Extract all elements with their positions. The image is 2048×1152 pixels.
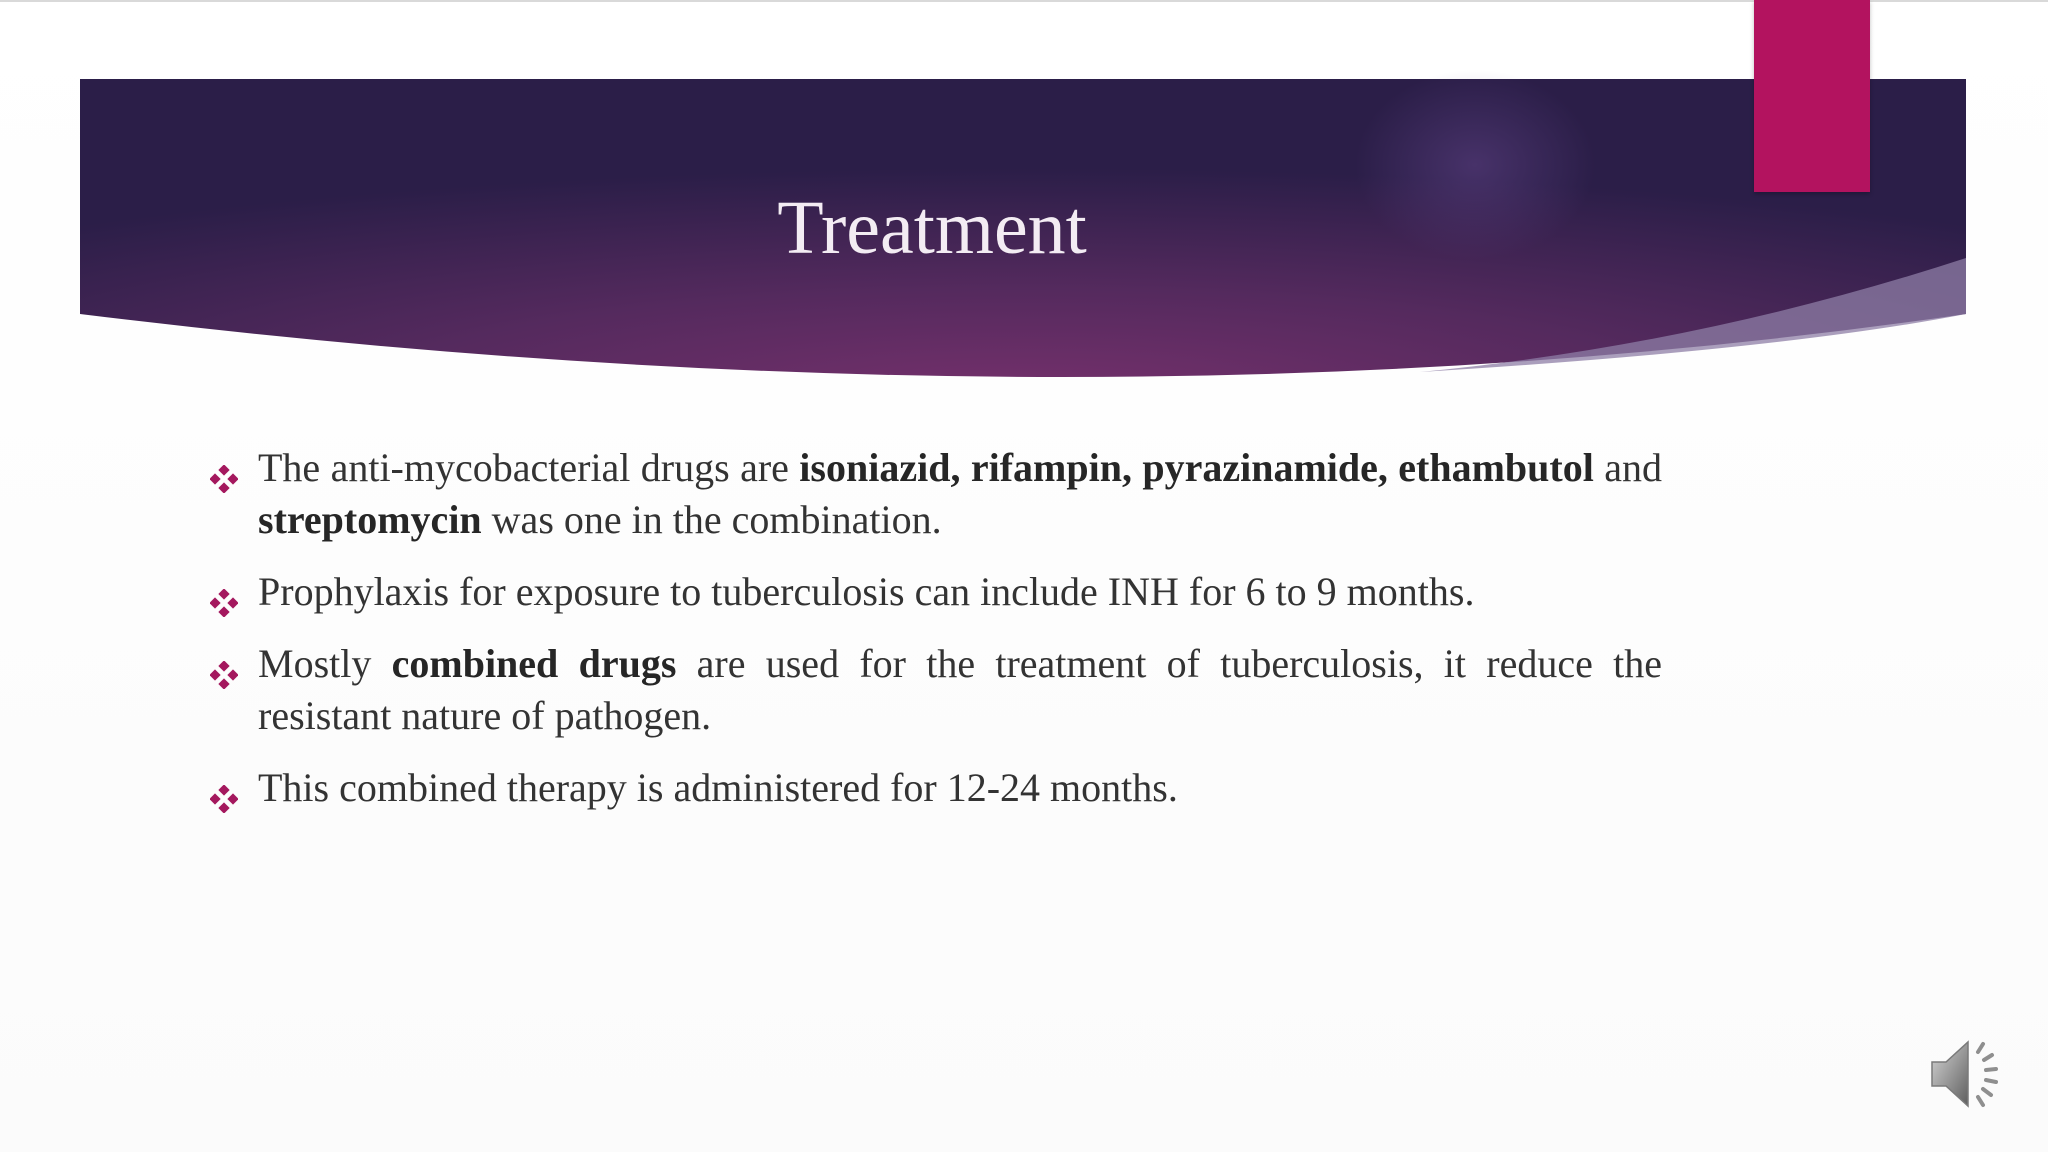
bullet-item xyxy=(210,442,1662,546)
text-segment: and xyxy=(1593,445,1662,490)
accent-tab xyxy=(1754,0,1870,192)
diamond-bullet-icon xyxy=(210,650,238,678)
text-segment: Mostly xyxy=(258,641,392,686)
slide-title: Treatment xyxy=(777,186,1087,270)
text-segment: was one in the combination. xyxy=(481,497,942,542)
bullet-text xyxy=(258,445,1662,542)
speaker-icon[interactable] xyxy=(1928,1036,2012,1112)
text-segment: The anti-mycobacterial drugs are xyxy=(258,445,800,490)
bullet-text xyxy=(258,569,1474,614)
text-segment: Prophylaxis for exposure to tuberculosis can include INH for 6 to 9 months. xyxy=(258,569,1475,614)
bullet-item xyxy=(210,762,1662,814)
bold-term: isoniazid, rifampin, pyrazinamide, ethambutol xyxy=(799,445,1594,490)
text-segment: This combined therapy is administered for 12-24 months. xyxy=(258,765,1178,810)
diamond-bullet-icon xyxy=(210,454,238,482)
bullet-text xyxy=(258,765,1178,810)
bold-term: combined drugs xyxy=(391,641,677,686)
text-segment: are used for the treatment of tuberculosis, it reduce the resistant nature of pathogen. xyxy=(258,641,1662,738)
bold-term: streptomycin xyxy=(258,497,482,542)
diamond-bullet-icon xyxy=(210,578,238,606)
bullet-text xyxy=(258,641,1662,738)
bullet-item xyxy=(210,638,1662,742)
diamond-bullet-icon xyxy=(210,774,238,802)
bullet-item xyxy=(210,566,1662,618)
bullet-list xyxy=(210,442,1662,834)
